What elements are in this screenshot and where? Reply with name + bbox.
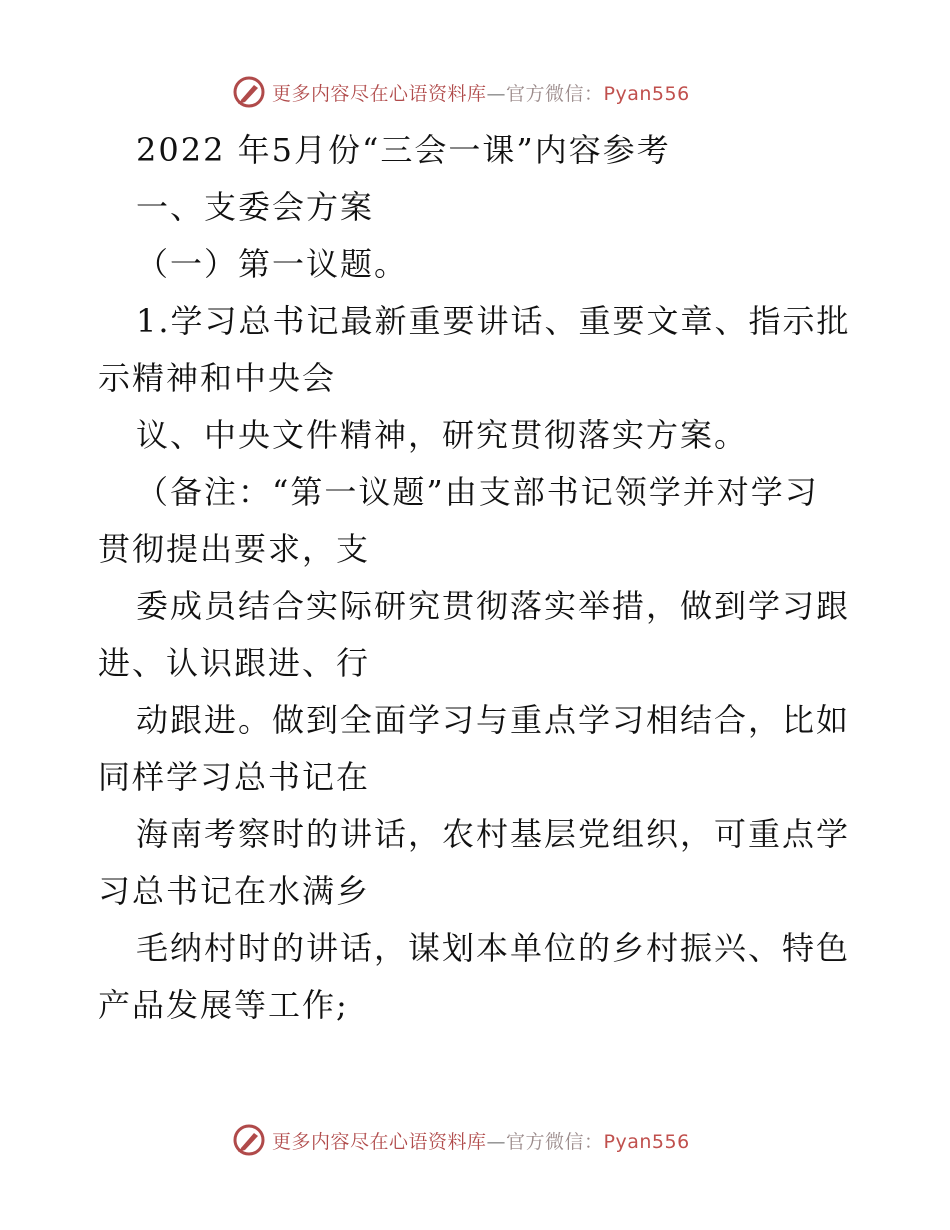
footer-watermark: [232, 1120, 690, 1160]
paragraph-line: （备注：“第一议题”由支部书记领学并对学习: [136, 473, 819, 511]
document-title: 2022 年5月份“三会一课”内容参考: [136, 131, 671, 169]
watermark-main: 更多内容尽在心语资料库: [272, 82, 487, 105]
paragraph-line: 进、认识跟进、行: [98, 644, 371, 682]
paragraph-line: 1.学习总书记最新重要讲话、重要文章、指示批: [136, 302, 851, 340]
watermark-text: [272, 1127, 690, 1154]
paragraph-line: 贯彻提出要求，支: [98, 530, 371, 568]
paragraph-line: 动跟进。做到全面学习与重点学习相结合，比如: [136, 701, 851, 739]
watermark-wechat-label: 官方微信：: [506, 82, 604, 105]
paragraph-line: 海南考察时的讲话，农村基层党组织，可重点学: [136, 815, 851, 853]
watermark-main: 更多内容尽在心语资料库: [272, 1130, 487, 1153]
header-watermark: [232, 72, 690, 112]
watermark-wechat-id: Pyan556: [603, 82, 690, 105]
paragraph-line: 议、中央文件精神，研究贯彻落实方案。: [136, 416, 749, 454]
watermark-dash: —: [486, 1130, 507, 1153]
paragraph-line: 毛纳村时的讲话，谋划本单位的乡村振兴、特色: [136, 929, 851, 967]
paragraph-line: 产品发展等工作;: [98, 986, 349, 1024]
watermark-text: [272, 79, 690, 106]
watermark-wechat-id: Pyan556: [603, 1130, 690, 1153]
watermark-dash: —: [486, 82, 507, 105]
paragraph-line: 习总书记在水满乡: [98, 872, 371, 910]
document-body: [98, 122, 858, 1034]
subsection-heading: （一）第一议题。: [136, 245, 409, 283]
pen-logo-icon: [232, 1123, 266, 1157]
paragraph-line: 示精神和中央会: [98, 359, 337, 397]
pen-logo-icon: [232, 75, 266, 109]
section-heading: 一、支委会方案: [136, 188, 375, 226]
paragraph-line: 委成员结合实际研究贯彻落实举措，做到学习跟: [136, 587, 851, 625]
watermark-wechat-label: 官方微信：: [506, 1130, 604, 1153]
paragraph-line: 同样学习总书记在: [98, 758, 371, 796]
